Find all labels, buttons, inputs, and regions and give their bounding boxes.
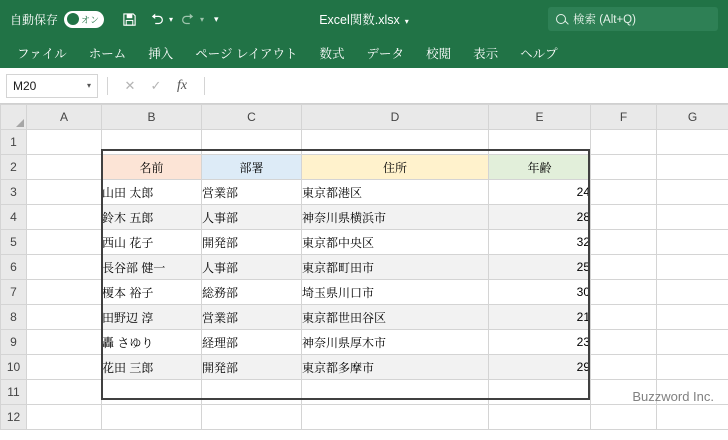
watermark: Buzzword Inc. xyxy=(632,389,714,404)
cell-B8[interactable]: 田野辺 淳 xyxy=(102,305,202,330)
cell-B5[interactable]: 西山 花子 xyxy=(102,230,202,255)
tab-review[interactable] xyxy=(415,38,462,68)
cell-C4[interactable]: 人事部 xyxy=(202,205,302,230)
cell-E7[interactable]: 30 xyxy=(489,280,591,305)
table-row xyxy=(1,230,728,255)
cell-B9[interactable]: 轟 さゆり xyxy=(102,330,202,355)
autosave-state-label: オン xyxy=(81,14,100,25)
cell-D3[interactable]: 東京都港区 xyxy=(302,180,489,205)
cell-E6[interactable]: 25 xyxy=(489,255,591,280)
row-header-10[interactable]: 10 xyxy=(1,355,27,380)
column-header-F[interactable]: F xyxy=(591,105,657,130)
tab-view[interactable] xyxy=(462,38,509,68)
redo-dropdown-caret[interactable]: ▾ xyxy=(200,14,205,24)
cell-A9[interactable] xyxy=(27,330,102,355)
cell-C2[interactable]: 部署 xyxy=(202,155,302,180)
cell-C8[interactable]: 営業部 xyxy=(202,305,302,330)
search-placeholder: 検索 (Alt+Q) xyxy=(573,14,636,26)
search-box[interactable] xyxy=(548,7,718,31)
cell-E3[interactable]: 24 xyxy=(489,180,591,205)
tab-help[interactable] xyxy=(509,38,569,68)
table-row xyxy=(1,205,728,230)
row-header-3[interactable]: 3 xyxy=(1,180,27,205)
chevron-down-icon[interactable]: ▾ xyxy=(86,81,91,90)
cell-C9[interactable]: 経理部 xyxy=(202,330,302,355)
cell-B4[interactable]: 鈴木 五郎 xyxy=(102,205,202,230)
cell-G10[interactable] xyxy=(657,355,728,380)
cell-C6[interactable]: 人事部 xyxy=(202,255,302,280)
table-row xyxy=(1,255,728,280)
cell-F10[interactable] xyxy=(591,355,657,380)
ribbon-tabs xyxy=(0,38,728,68)
name-box[interactable] xyxy=(6,74,98,98)
cell-D9[interactable]: 神奈川県厚木市 xyxy=(302,330,489,355)
cell-B10[interactable]: 花田 三郎 xyxy=(102,355,202,380)
cell-G12[interactable] xyxy=(657,405,728,430)
cell-F7[interactable] xyxy=(591,280,657,305)
cell-E5[interactable]: 32 xyxy=(489,230,591,255)
autosave-toggle[interactable] xyxy=(64,11,104,28)
cell-D12[interactable] xyxy=(302,405,489,430)
row-header-8[interactable]: 8 xyxy=(1,305,27,330)
cell-A8[interactable] xyxy=(27,305,102,330)
cell-C11[interactable] xyxy=(202,380,302,405)
table-row xyxy=(1,405,728,430)
tab-home[interactable] xyxy=(78,38,138,68)
cell-A10[interactable] xyxy=(27,355,102,380)
tab-data-label: データ xyxy=(366,47,405,61)
column-header-D[interactable]: D xyxy=(302,105,489,130)
save-icon[interactable] xyxy=(116,6,142,32)
cell-F5[interactable] xyxy=(591,230,657,255)
cell-B1[interactable] xyxy=(102,130,202,155)
quick-access-toolbar xyxy=(116,6,219,32)
cell-F1[interactable] xyxy=(591,130,657,155)
document-title-caret[interactable]: ▾ xyxy=(404,17,409,26)
cancel-icon[interactable]: ✕ xyxy=(124,77,136,93)
insert-function-icon[interactable]: fx xyxy=(176,77,188,93)
cell-G9[interactable] xyxy=(657,330,728,355)
cell-D7[interactable]: 埼玉県川口市 xyxy=(302,280,489,305)
tab-formulas-label: 数式 xyxy=(319,47,345,61)
cell-A6[interactable] xyxy=(27,255,102,280)
row-header-1[interactable]: 1 xyxy=(1,130,27,155)
autosave-toggle-knob xyxy=(67,13,79,25)
grid-table xyxy=(0,104,728,430)
cell-A1[interactable] xyxy=(27,130,102,155)
tab-page-layout[interactable] xyxy=(184,38,308,68)
cell-D8[interactable]: 東京都世田谷区 xyxy=(302,305,489,330)
cell-E1[interactable] xyxy=(489,130,591,155)
spreadsheet-grid[interactable] xyxy=(0,104,728,440)
row-header-6[interactable]: 6 xyxy=(1,255,27,280)
cell-F9[interactable] xyxy=(591,330,657,355)
column-header-row xyxy=(1,105,728,130)
cell-D11[interactable] xyxy=(302,380,489,405)
undo-dropdown-caret[interactable]: ▾ xyxy=(169,14,174,24)
cell-F2[interactable] xyxy=(591,155,657,180)
cell-B6[interactable]: 長谷部 健一 xyxy=(102,255,202,280)
tab-review-label: 校閲 xyxy=(426,47,452,61)
cell-B7[interactable]: 榎本 裕子 xyxy=(102,280,202,305)
cell-C1[interactable] xyxy=(202,130,302,155)
select-all-corner[interactable] xyxy=(1,105,27,130)
table-row xyxy=(1,305,728,330)
cell-B3[interactable]: 山田 太郎 xyxy=(102,180,202,205)
cell-G8[interactable] xyxy=(657,305,728,330)
cell-C3[interactable]: 営業部 xyxy=(202,180,302,205)
cell-F8[interactable] xyxy=(591,305,657,330)
column-header-B[interactable]: B xyxy=(102,105,202,130)
column-header-A[interactable]: A xyxy=(27,105,102,130)
table-row xyxy=(1,130,728,155)
name-box-value: M20 xyxy=(13,78,37,93)
row-header-5[interactable]: 5 xyxy=(1,230,27,255)
cell-E12[interactable] xyxy=(489,405,591,430)
cell-A4[interactable] xyxy=(27,205,102,230)
cell-C7[interactable]: 総務部 xyxy=(202,280,302,305)
cell-F6[interactable] xyxy=(591,255,657,280)
cell-E9[interactable]: 23 xyxy=(489,330,591,355)
tab-file[interactable] xyxy=(6,38,78,68)
customize-quick-access-icon[interactable]: ▾ xyxy=(214,13,219,24)
table-row xyxy=(1,355,728,380)
cell-G5[interactable] xyxy=(657,230,728,255)
formula-input[interactable] xyxy=(214,75,722,97)
tab-view-label: 表示 xyxy=(473,47,499,61)
tab-help-label: ヘルプ xyxy=(520,47,558,61)
tab-home-label: ホーム xyxy=(88,47,127,61)
cell-E10[interactable]: 29 xyxy=(489,355,591,380)
cell-A2[interactable] xyxy=(27,155,102,180)
row-header-7[interactable]: 7 xyxy=(1,280,27,305)
column-header-G[interactable]: G xyxy=(657,105,728,130)
autosave-control[interactable] xyxy=(10,11,104,28)
cell-D2[interactable]: 住所 xyxy=(302,155,489,180)
cell-A3[interactable] xyxy=(27,180,102,205)
document-title[interactable]: Excel関数.xlsx xyxy=(319,13,400,27)
cell-A7[interactable] xyxy=(27,280,102,305)
cell-G6[interactable] xyxy=(657,255,728,280)
row-header-11[interactable]: 11 xyxy=(1,380,27,405)
search-icon xyxy=(556,14,566,24)
cell-F12[interactable] xyxy=(591,405,657,430)
row-header-4[interactable]: 4 xyxy=(1,205,27,230)
table-row xyxy=(1,380,728,405)
table-row xyxy=(1,280,728,305)
formula-bar xyxy=(0,68,728,104)
cell-E11[interactable] xyxy=(489,380,591,405)
cell-D10[interactable]: 東京都多摩市 xyxy=(302,355,489,380)
cell-A12[interactable] xyxy=(27,405,102,430)
cell-A11[interactable] xyxy=(27,380,102,405)
row-header-12[interactable]: 12 xyxy=(1,405,27,430)
title-bar xyxy=(0,0,728,38)
autosave-label: 自動保存 xyxy=(10,12,59,27)
cell-C10[interactable]: 開発部 xyxy=(202,355,302,380)
cell-E2[interactable]: 年齢 xyxy=(489,155,591,180)
cell-D4[interactable]: 神奈川県横浜市 xyxy=(302,205,489,230)
tab-page-layout-label: ページ レイアウト xyxy=(195,47,298,61)
cell-F4[interactable] xyxy=(591,205,657,230)
cell-G2[interactable] xyxy=(657,155,728,180)
tab-insert[interactable] xyxy=(137,38,184,68)
cell-B12[interactable] xyxy=(102,405,202,430)
cell-D1[interactable] xyxy=(302,130,489,155)
tab-file-label: ファイル xyxy=(17,47,67,61)
tab-formulas[interactable] xyxy=(309,38,356,68)
cell-F3[interactable] xyxy=(591,180,657,205)
enter-icon[interactable]: ✓ xyxy=(150,77,162,93)
tab-insert-label: 挿入 xyxy=(148,47,174,61)
cell-E4[interactable]: 28 xyxy=(489,205,591,230)
table-row xyxy=(1,180,728,205)
divider xyxy=(107,77,108,95)
row-header-2[interactable]: 2 xyxy=(1,155,27,180)
cell-G7[interactable] xyxy=(657,280,728,305)
cell-E8[interactable]: 21 xyxy=(489,305,591,330)
cell-D6[interactable]: 東京都町田市 xyxy=(302,255,489,280)
cell-A5[interactable] xyxy=(27,230,102,255)
cell-B11[interactable] xyxy=(102,380,202,405)
cell-D5[interactable]: 東京都中央区 xyxy=(302,230,489,255)
redo-icon[interactable] xyxy=(175,6,201,32)
column-header-E[interactable]: E xyxy=(489,105,591,130)
table-row xyxy=(1,330,728,355)
column-header-C[interactable]: C xyxy=(202,105,302,130)
tab-data[interactable] xyxy=(356,38,416,68)
divider xyxy=(204,77,205,95)
table-row xyxy=(1,155,728,180)
row-header-9[interactable]: 9 xyxy=(1,330,27,355)
cell-B2[interactable]: 名前 xyxy=(102,155,202,180)
cell-G4[interactable] xyxy=(657,205,728,230)
cell-C5[interactable]: 開発部 xyxy=(202,230,302,255)
undo-icon[interactable] xyxy=(144,6,170,32)
cell-G1[interactable] xyxy=(657,130,728,155)
cell-G3[interactable] xyxy=(657,180,728,205)
cell-C12[interactable] xyxy=(202,405,302,430)
